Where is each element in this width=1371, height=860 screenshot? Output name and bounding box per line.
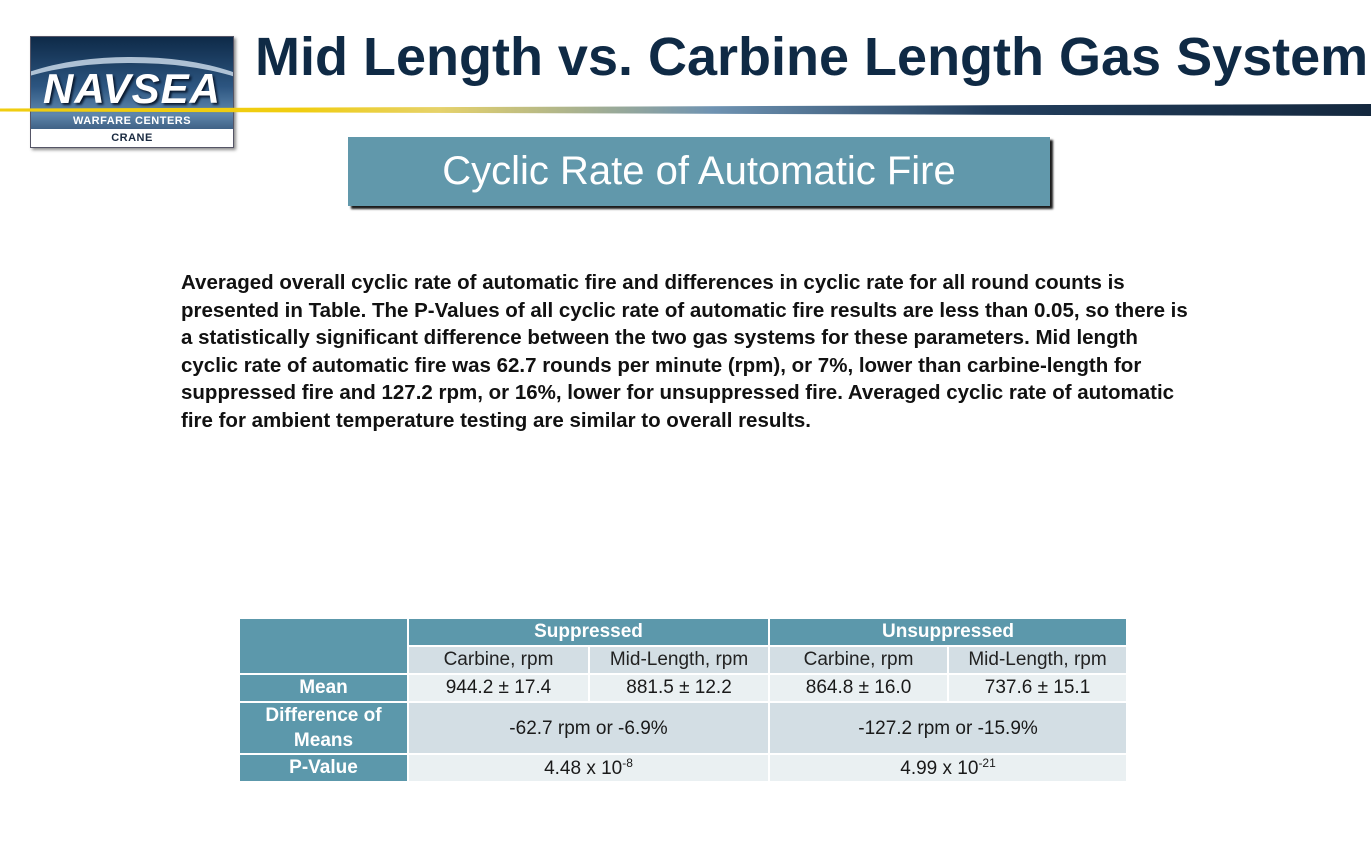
table-row-pvalue (239, 754, 1127, 782)
difference-unsuppressed: -127.2 rpm or -15.9% (769, 702, 1127, 754)
subheader-suppressed-carbine: Carbine, rpm (408, 646, 589, 674)
section-banner: Cyclic Rate of Automatic Fire (348, 137, 1050, 206)
subheader-suppressed-midlength: Mid-Length, rpm (589, 646, 769, 674)
cyclic-rate-table (238, 617, 1128, 783)
table-row-difference (239, 702, 1127, 754)
row-label-pvalue: P-Value (239, 754, 408, 782)
pvalue-suppressed (408, 754, 769, 782)
logo-subtitle: WARFARE CENTERS (72, 115, 192, 127)
subheader-unsuppressed-carbine: Carbine, rpm (769, 646, 948, 674)
header-suppressed: Suppressed (408, 618, 769, 646)
logo-location: CRANE (31, 129, 233, 147)
subheader-unsuppressed-midlength: Mid-Length, rpm (948, 646, 1127, 674)
pvalue-suppressed-exponent: -8 (622, 756, 633, 770)
mean-suppressed-carbine: 944.2 ± 17.4 (408, 674, 589, 702)
header-unsuppressed: Unsuppressed (769, 618, 1127, 646)
row-label-mean: Mean (239, 674, 408, 702)
pvalue-unsuppressed-base: 4.99 x 10 (900, 758, 979, 779)
table-corner-cell (239, 618, 408, 674)
mean-suppressed-midlength: 881.5 ± 12.2 (589, 674, 769, 702)
mean-unsuppressed-carbine: 864.8 ± 16.0 (769, 674, 948, 702)
logo-wordmark: NAVSEA (43, 65, 221, 112)
row-label-difference: Difference of Means (239, 702, 408, 754)
navsea-logo (30, 36, 234, 148)
pvalue-unsuppressed-exponent: -21 (978, 756, 996, 770)
pvalue-suppressed-base: 4.48 x 10 (544, 758, 623, 779)
body-paragraph: Averaged overall cyclic rate of automatic fire and differences in cyclic rate for all round counts is presented in Table. The P-Values of all cyclic rate of automatic fire results are less than 0.05, so there is a statistically significant difference between the two gas systems for these parameters. Mid length cyclic rate of automatic fire was 62.7 rounds per minute (rpm), or 7%, lower than carbine-length for suppressed fire and 127.2 rpm, or 16%, lower for unsuppressed fire. Averaged cyclic rate of automatic fire for ambient temperature testing are similar to overall results. (181, 271, 1188, 432)
slide-title: Mid Length vs. Carbine Length Gas System (255, 27, 1369, 87)
difference-suppressed: -62.7 rpm or -6.9% (408, 702, 769, 754)
mean-unsuppressed-midlength: 737.6 ± 15.1 (948, 674, 1127, 702)
table-row-mean (239, 674, 1127, 702)
pvalue-unsuppressed (769, 754, 1127, 782)
